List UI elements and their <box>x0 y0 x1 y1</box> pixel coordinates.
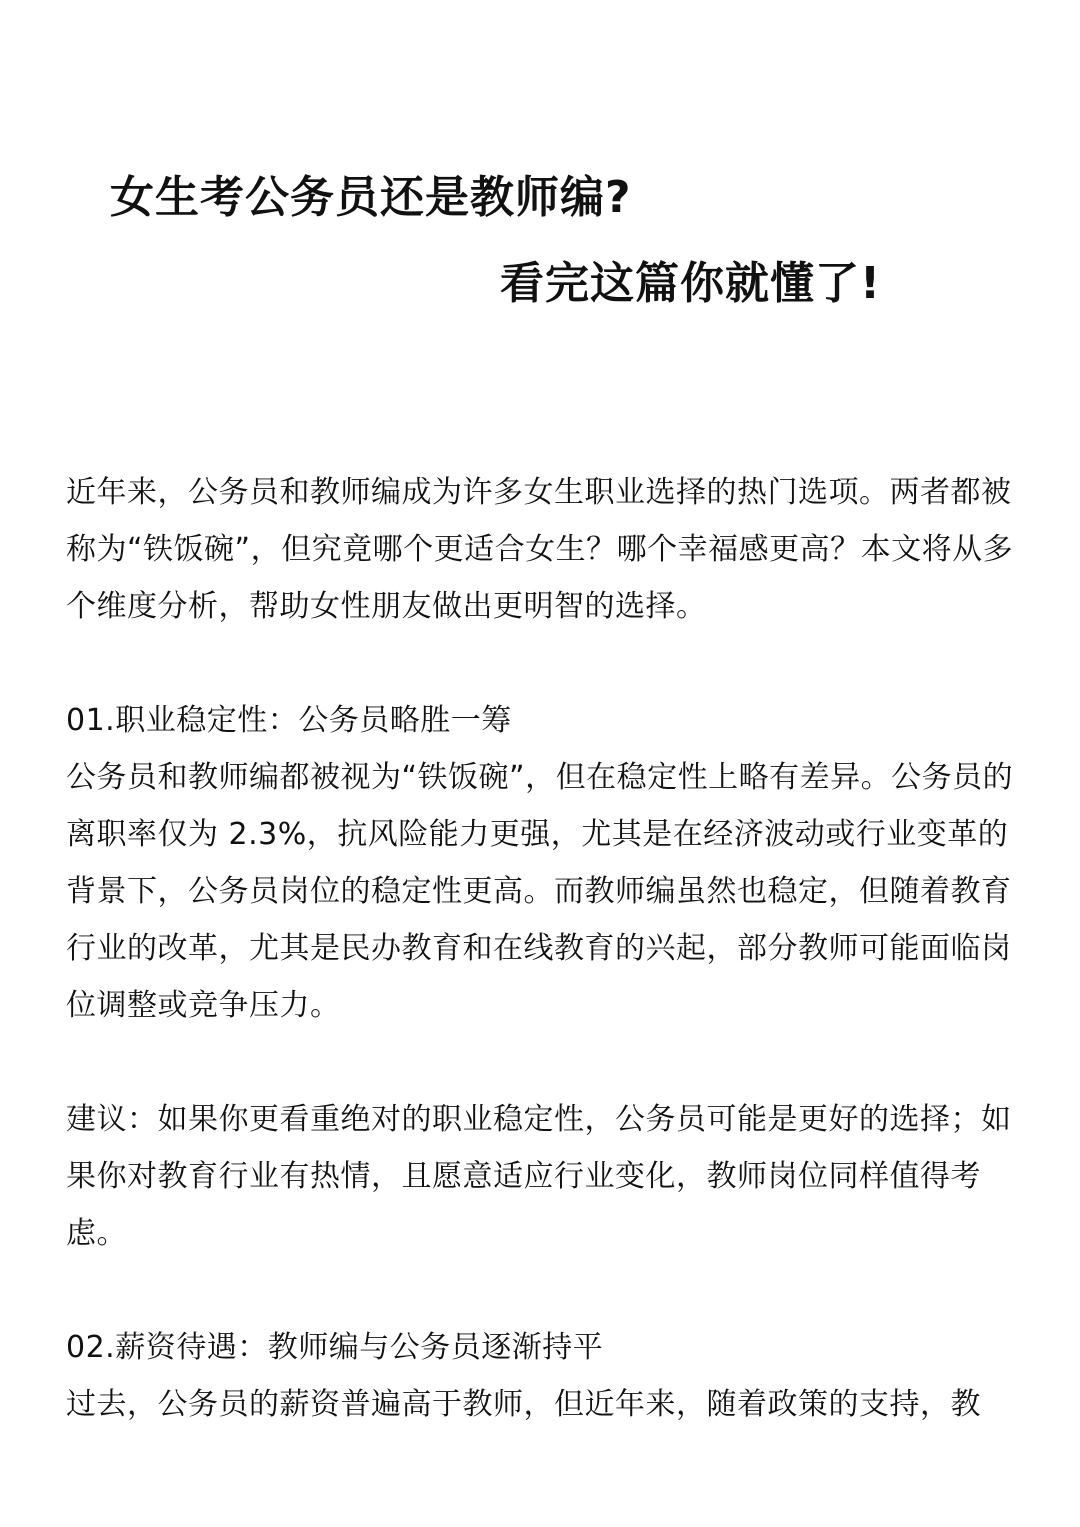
section-1-advice: 建议：如果你更看重绝对的职业稳定性，公务员可能是更好的选择；如果你对教育行业有热情，且愿意适应行业变化，教师岗位同样值得考虑。 <box>66 1102 1012 1251</box>
article-body <box>66 464 1026 1433</box>
section-2-body: 过去，公务员的薪资普遍高于教师，但近年来，随着政策的支持，教 <box>66 1387 981 1422</box>
page-title-line-2: 看完这篇你就懂了! <box>500 258 882 309</box>
section-1-heading: 01.职业稳定性：公务员略胜一筹 <box>66 703 512 738</box>
page-title-line-1: 女生考公务员还是教师编? <box>110 172 632 223</box>
section-1-body: 公务员和教师编都被视为“铁饭碗”，但在稳定性上略有差异。公务员的离职率仅为 2.3%，抗风险能力更强，尤其是在经济波动或行业变革的背景下，公务员岗位的稳定性更高。而教师编虽然也稳定，但随着教育行业的改革，尤其是民办教育和在线教育的兴起，部分教师可能面临岗位调整或竞争压力。 <box>66 760 1014 1023</box>
intro-paragraph: 近年来，公务员和教师编成为许多女生职业选择的热门选项。两者都被称为“铁饭碗”，但究竟哪个更适合女生？哪个幸福感更高？本文将从多个维度分析，帮助女性朋友做出更明智的选择。 <box>66 475 1014 624</box>
section-2-heading: 02.薪资待遇：教师编与公务员逐渐持平 <box>66 1330 604 1365</box>
